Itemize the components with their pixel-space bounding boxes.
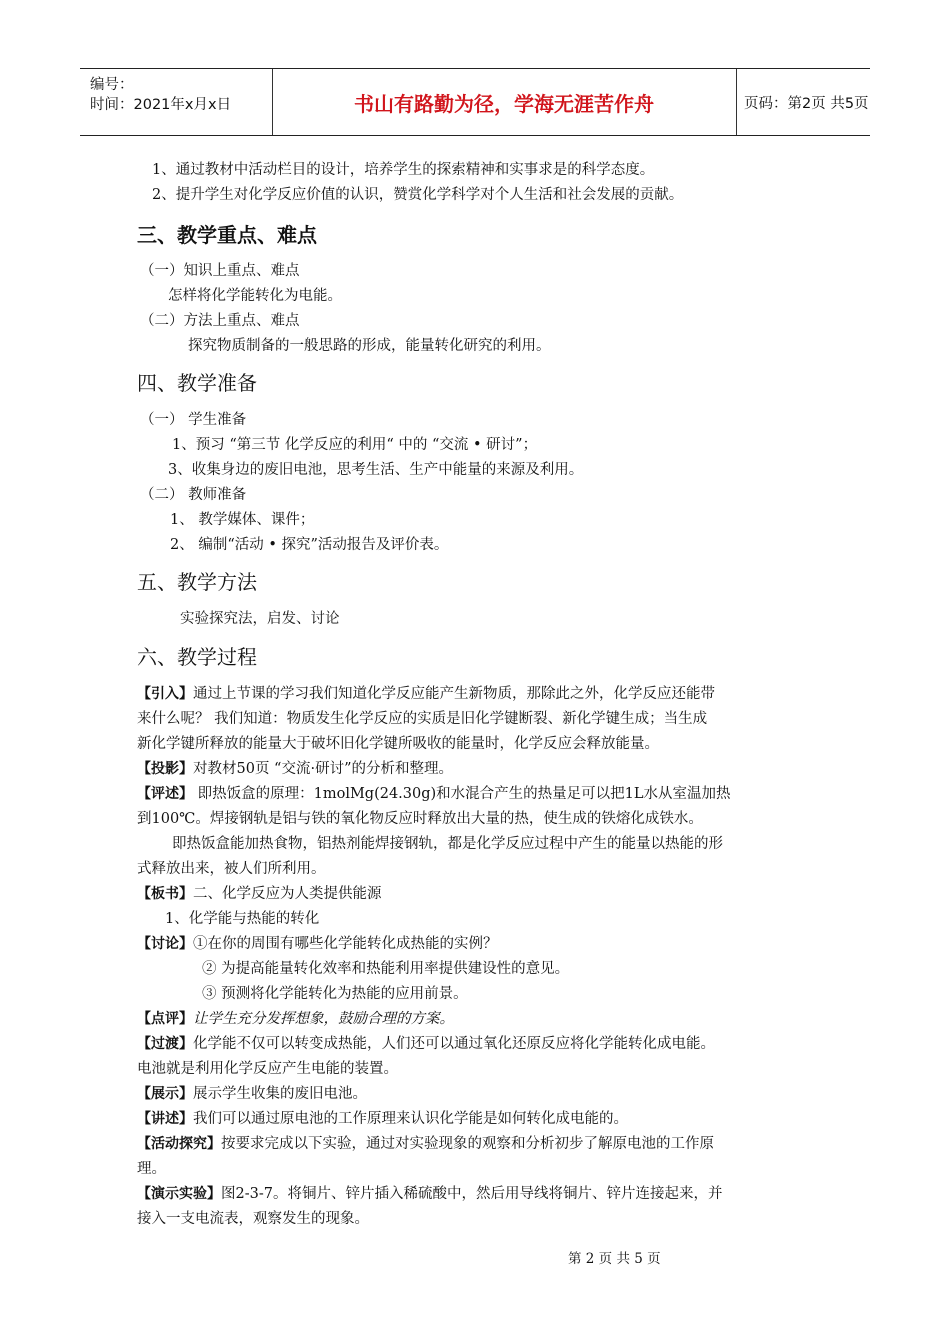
intro-line-1 bbox=[137, 684, 715, 704]
comment-line-1 bbox=[137, 784, 731, 804]
comment-line-3: 即热饭盒能加热食物，铝热剂能焊接钢轨，都是化学反应过程中产生的能量以热能的形 bbox=[172, 836, 723, 852]
discuss-line-1 bbox=[137, 934, 498, 954]
goal-2: 2、提升学生对化学反应价值的认识，赞赏化学科学对个人生活和社会发展的贡献。 bbox=[152, 187, 684, 203]
comment-tag: 【评述】 bbox=[137, 786, 193, 802]
demo-line-2: 接入一支电流表，观察发生的现象。 bbox=[137, 1211, 369, 1227]
activity-text-1: 按要求完成以下实验，通过对实验现象的观察和分析初步了解原电池的工作原 bbox=[221, 1136, 714, 1152]
header-page-info: 页码：第2页 共5页 bbox=[744, 95, 869, 112]
section-5-text: 实验探究法，启发、讨论 bbox=[180, 611, 340, 627]
comment-line-4: 式释放出来，被人们所利用。 bbox=[137, 861, 326, 877]
intro-line-2: 来什么呢？ 我们知道：物质发生化学反应的实质是旧化学键断裂、新化学键生成；当生成 bbox=[137, 711, 708, 727]
discuss-item-2: ② 为提高能量转化效率和热能利用率提供建设性的意见。 bbox=[202, 961, 570, 977]
intro-tag: 【引入】 bbox=[137, 686, 193, 702]
transition-text-1: 化学能不仅可以转变成热能，人们还可以通过氧化还原反应将化学能转化成电能。 bbox=[193, 1036, 715, 1052]
section-4-title: 四、教学准备 bbox=[137, 371, 257, 395]
header-left-cell bbox=[80, 69, 273, 135]
discuss-item-3: ③ 预测将化学能转化为热能的应用前景。 bbox=[202, 986, 468, 1002]
intro-line-3: 新化学键所释放的能量大于破坏旧化学键所吸收的能量时，化学反应会释放能量。 bbox=[137, 736, 659, 752]
section-4-item3: 1、 教学媒体、课件； bbox=[170, 512, 315, 528]
review-line bbox=[137, 1009, 454, 1029]
show-line bbox=[137, 1084, 367, 1104]
comment-line-2: 到100℃。焊接钢轨是铝与铁的氧化物反应时释放出大量的热，使生成的铁熔化成铁水。 bbox=[137, 811, 703, 827]
page-header bbox=[80, 68, 870, 136]
section-3-sub1: （一）知识上重点、难点 bbox=[140, 263, 300, 279]
section-4-item1: 1、预习 “第三节 化学反应的利用“ 中的 “交流 • 研讨”； bbox=[172, 437, 538, 453]
section-4-item4: 2、 编制“活动 • 探究”活动报告及评价表。 bbox=[170, 537, 449, 553]
transition-tag: 【过渡】 bbox=[137, 1036, 193, 1052]
activity-line-2: 理。 bbox=[137, 1161, 166, 1177]
section-4-sub1: （一） 学生准备 bbox=[140, 412, 247, 428]
section-4-item2: 3、收集身边的废旧电池，思考生活、生产中能量的来源及利用。 bbox=[168, 462, 584, 478]
board-line bbox=[137, 884, 382, 904]
header-motto: 书山有路勤为径，学海无涯苦作舟 bbox=[272, 69, 737, 135]
lecture-text: 我们可以通过原电池的工作原理来认识化学能是如何转化成电能的。 bbox=[193, 1111, 628, 1127]
demo-text-1: 图2-3-7。将铜片、锌片插入稀硫酸中，然后用导线将铜片、锌片连接起来，并 bbox=[221, 1186, 723, 1202]
projection-tag: 【投影】 bbox=[137, 761, 193, 777]
section-3-sub2-text: 探究物质制备的一般思路的形成，能量转化研究的利用。 bbox=[188, 338, 551, 354]
discuss-item-1: ①在你的周围有哪些化学能转化成热能的实例？ bbox=[193, 936, 498, 952]
activity-line-1 bbox=[137, 1134, 714, 1154]
discuss-tag: 【讨论】 bbox=[137, 936, 193, 952]
lecture-line bbox=[137, 1109, 628, 1129]
section-3-sub2: （二）方法上重点、难点 bbox=[140, 313, 300, 329]
demo-tag: 【演示实验】 bbox=[137, 1186, 221, 1202]
review-text: 让学生充分发挥想象，鼓励合理的方案。 bbox=[193, 1011, 454, 1027]
board-tag: 【板书】 bbox=[137, 886, 193, 902]
date-label: 时间：2021年x月x日 bbox=[90, 97, 232, 113]
activity-tag: 【活动探究】 bbox=[137, 1136, 221, 1152]
transition-line-1 bbox=[137, 1034, 715, 1054]
review-tag: 【点评】 bbox=[137, 1011, 193, 1027]
projection-line bbox=[137, 759, 453, 779]
demo-line-1 bbox=[137, 1184, 722, 1204]
show-tag: 【展示】 bbox=[137, 1086, 193, 1102]
comment-text-1: 即热饭盒的原理：1molMg(24.30g)和水混合产生的热量足可以把1L水从室温加热 bbox=[193, 786, 731, 802]
show-text: 展示学生收集的废旧电池。 bbox=[193, 1086, 367, 1102]
number-label: 编号： bbox=[90, 77, 134, 93]
section-6-title: 六、教学过程 bbox=[137, 645, 257, 669]
section-4-sub2: （二） 教师准备 bbox=[140, 487, 247, 503]
board-sub: 1、化学能与热能的转化 bbox=[165, 911, 320, 927]
transition-line-2: 电池就是利用化学反应产生电能的装置。 bbox=[137, 1061, 398, 1077]
projection-text: 对教材50页 “交流·研讨”的分析和整理。 bbox=[193, 761, 453, 777]
board-text: 二、化学反应为人类提供能源 bbox=[193, 886, 382, 902]
goal-1: 1、通过教材中活动栏目的设计，培养学生的探索精神和实事求是的科学态度。 bbox=[152, 162, 655, 178]
lecture-tag: 【讲述】 bbox=[137, 1111, 193, 1127]
page-footer: 第 2 页 共 5 页 bbox=[568, 1251, 661, 1267]
section-3-sub1-text: 怎样将化学能转化为电能。 bbox=[168, 288, 342, 304]
section-5-title: 五、教学方法 bbox=[137, 570, 257, 594]
intro-text-1: 通过上节课的学习我们知道化学反应能产生新物质，那除此之外，化学反应还能带 bbox=[193, 686, 715, 702]
section-3-title: 三、教学重点、难点 bbox=[137, 223, 317, 247]
